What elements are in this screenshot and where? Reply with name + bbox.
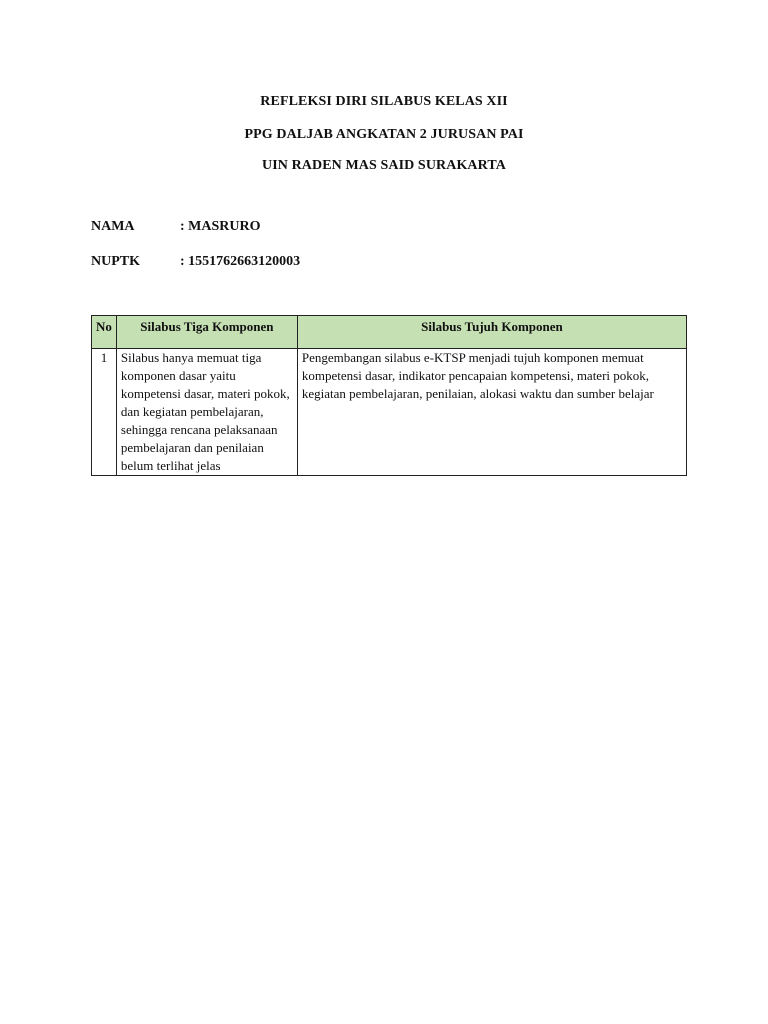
header-no: No xyxy=(92,316,117,349)
nuptk-value: : 1551762663120003 xyxy=(180,254,301,269)
table-header-row xyxy=(92,316,687,349)
nuptk-label: NUPTK xyxy=(91,254,140,269)
header-silabus-tiga: Silabus Tiga Komponen xyxy=(116,316,297,349)
silabus-comparison-table xyxy=(91,315,687,476)
nama-value: : MASRURO xyxy=(180,219,261,234)
institution-subtitle: UIN RADEN MAS SAID SURAKARTA xyxy=(262,158,506,173)
row-number-cell: 1 xyxy=(92,349,117,476)
table-row xyxy=(92,349,687,476)
header-silabus-tujuh: Silabus Tujuh Komponen xyxy=(297,316,686,349)
silabus-tujuh-cell: Pengembangan silabus e-KTSP menjadi tujuh komponen memuat kompetensi dasar, indikator pencapaian kompetensi, materi pokok, kegiatan pembelajaran, penilaian, alokasi waktu dan sumber belajar xyxy=(297,349,686,476)
program-subtitle: PPG DALJAB ANGKATAN 2 JURUSAN PAI xyxy=(244,127,524,142)
nama-label: NAMA xyxy=(91,219,135,234)
silabus-tiga-cell: Silabus hanya memuat tiga komponen dasar yaitu kompetensi dasar, materi pokok, dan kegiatan pembelajaran, sehingga rencana pelaksanaan pembelajaran dan penilaian belum terlihat jelas xyxy=(116,349,297,476)
document-title: REFLEKSI DIRI SILABUS KELAS XII xyxy=(260,94,508,109)
